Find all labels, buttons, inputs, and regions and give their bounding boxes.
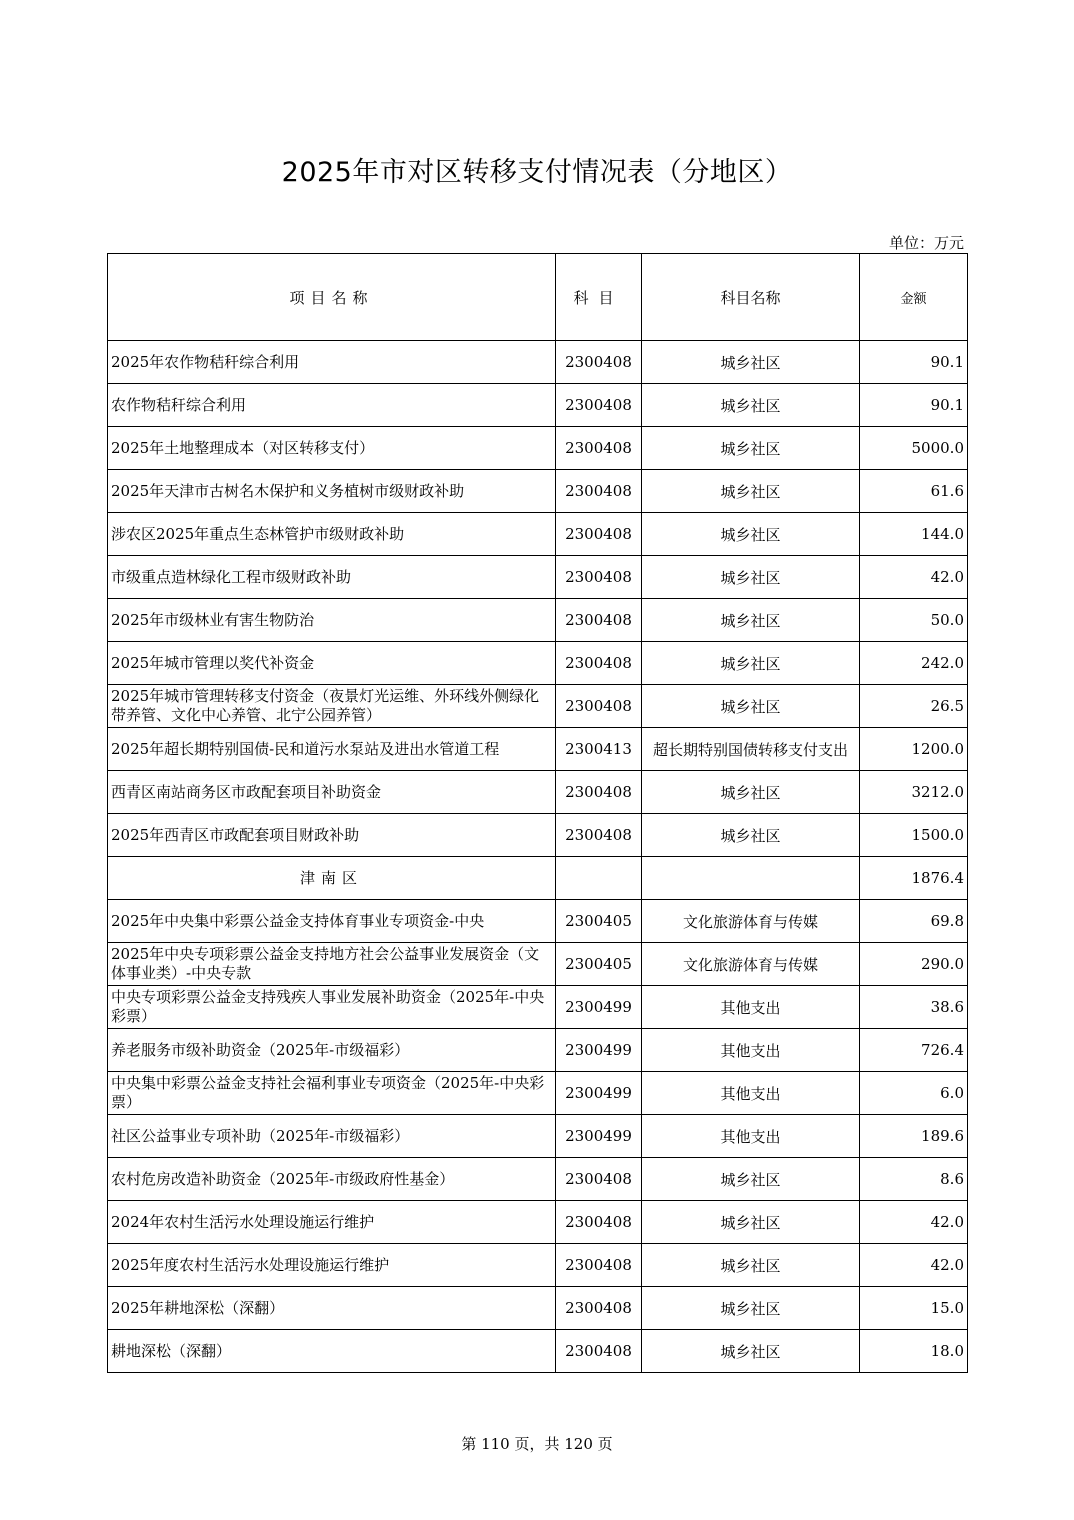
- cell-subject-code: 2300408: [556, 341, 642, 384]
- table-row: [108, 771, 968, 814]
- cell-subject-name: 城乡社区: [642, 814, 860, 857]
- cell-subject-name: 城乡社区: [642, 1158, 860, 1201]
- table-row: [108, 1072, 968, 1115]
- table-row: [108, 943, 968, 986]
- cell-subject-name: 城乡社区: [642, 513, 860, 556]
- cell-subject-name: 文化旅游体育与传媒: [642, 943, 860, 986]
- cell-amount: 290.0: [860, 943, 968, 986]
- cell-subject-code: 2300408: [556, 642, 642, 685]
- table-row: [108, 1201, 968, 1244]
- cell-subject-code: 2300408: [556, 1158, 642, 1201]
- table-row: [108, 1330, 968, 1373]
- cell-project-name: 社区公益事业专项补助（2025年-市级福彩）: [108, 1115, 556, 1158]
- cell-project-name: 中央集中彩票公益金支持社会福利事业专项资金（2025年-中央彩票）: [108, 1072, 556, 1115]
- cell-subject-code: 2300408: [556, 513, 642, 556]
- cell-project-name: 中央专项彩票公益金支持残疾人事业发展补助资金（2025年-中央彩票）: [108, 986, 556, 1029]
- unit-label: 单位：万元: [888, 234, 964, 252]
- cell-amount: 3212.0: [860, 771, 968, 814]
- cell-subject-code: 2300408: [556, 1244, 642, 1287]
- cell-project-name: 2025年西青区市政配套项目财政补助: [108, 814, 556, 857]
- page-footer: 第 110 页，共 120 页: [461, 1435, 613, 1453]
- table-row: [108, 1029, 968, 1072]
- cell-project-name: 农作物秸秆综合利用: [108, 384, 556, 427]
- cell-project-name: 2025年市级林业有害生物防治: [108, 599, 556, 642]
- cell-project-name: 2025年中央专项彩票公益金支持地方社会公益事业发展资金（文体事业类）-中央专款: [108, 943, 556, 986]
- cell-subject-name: 其他支出: [642, 1115, 860, 1158]
- cell-subject-code: 2300499: [556, 1072, 642, 1115]
- table-row: [108, 470, 968, 513]
- cell-project-name: 2025年土地整理成本（对区转移支付）: [108, 427, 556, 470]
- cell-amount: 144.0: [860, 513, 968, 556]
- cell-subject-name: 城乡社区: [642, 1330, 860, 1373]
- table-row: [108, 1158, 968, 1201]
- page-title: 2025年市对区转移支付情况表（分地区）: [281, 157, 793, 188]
- cell-project-name: 2025年耕地深松（深翻）: [108, 1287, 556, 1330]
- cell-project-name: 2025年中央集中彩票公益金支持体育事业专项资金-中央: [108, 900, 556, 943]
- table-row: [108, 900, 968, 943]
- cell-subject-code: 2300408: [556, 599, 642, 642]
- cell-project-name: 津南区: [108, 857, 556, 900]
- transfer-payment-table: [107, 253, 968, 1373]
- table-row: [108, 384, 968, 427]
- cell-project-name: 2025年度农村生活污水处理设施运行维护: [108, 1244, 556, 1287]
- cell-amount: 42.0: [860, 556, 968, 599]
- cell-amount: 38.6: [860, 986, 968, 1029]
- cell-subject-name: 其他支出: [642, 1029, 860, 1072]
- cell-subject-code: 2300408: [556, 556, 642, 599]
- cell-amount: 189.6: [860, 1115, 968, 1158]
- cell-subject-name: 超长期特别国债转移支付支出: [642, 728, 860, 771]
- cell-subject-name: 城乡社区: [642, 642, 860, 685]
- table-row: [108, 427, 968, 470]
- cell-subject-code: 2300408: [556, 1287, 642, 1330]
- cell-project-name: 市级重点造林绿化工程市级财政补助: [108, 556, 556, 599]
- table-row: [108, 599, 968, 642]
- cell-amount: 42.0: [860, 1244, 968, 1287]
- table-row: [108, 1287, 968, 1330]
- cell-amount: 69.8: [860, 900, 968, 943]
- cell-subject-name: 城乡社区: [642, 427, 860, 470]
- cell-subject-code: 2300408: [556, 384, 642, 427]
- cell-amount: 61.6: [860, 470, 968, 513]
- cell-amount: 42.0: [860, 1201, 968, 1244]
- cell-amount: 1200.0: [860, 728, 968, 771]
- cell-project-name: 2025年天津市古树名木保护和义务植树市级财政补助: [108, 470, 556, 513]
- cell-amount: 50.0: [860, 599, 968, 642]
- cell-amount: 18.0: [860, 1330, 968, 1373]
- district-row: [108, 857, 968, 900]
- cell-project-name: 农村危房改造补助资金（2025年-市级政府性基金）: [108, 1158, 556, 1201]
- cell-subject-code: 2300499: [556, 1029, 642, 1072]
- cell-subject-code: 2300408: [556, 685, 642, 728]
- cell-subject-code: 2300408: [556, 814, 642, 857]
- cell-subject-name: 城乡社区: [642, 1287, 860, 1330]
- cell-amount: 242.0: [860, 642, 968, 685]
- cell-amount: 8.6: [860, 1158, 968, 1201]
- table-row: [108, 341, 968, 384]
- cell-subject-code: 2300408: [556, 771, 642, 814]
- cell-subject-code: 2300499: [556, 986, 642, 1029]
- cell-subject-name: 城乡社区: [642, 685, 860, 728]
- cell-subject-code: 2300408: [556, 1201, 642, 1244]
- table-row: [108, 642, 968, 685]
- header-subject-name: 科目名称: [642, 254, 860, 341]
- cell-project-name: 2025年城市管理转移支付资金（夜景灯光运维、外环线外侧绿化带养管、文化中心养管、北宁公园养管）: [108, 685, 556, 728]
- cell-project-name: 2025年超长期特别国债-民和道污水泵站及进出水管道工程: [108, 728, 556, 771]
- table-row: [108, 728, 968, 771]
- table-row: [108, 513, 968, 556]
- table-header-row: [108, 254, 968, 341]
- table-row: [108, 685, 968, 728]
- header-amount: 金额: [860, 254, 968, 341]
- cell-amount: 15.0: [860, 1287, 968, 1330]
- cell-subject-code: 2300408: [556, 1330, 642, 1373]
- cell-project-name: 2024年农村生活污水处理设施运行维护: [108, 1201, 556, 1244]
- cell-subject-name: 城乡社区: [642, 1244, 860, 1287]
- cell-amount: 726.4: [860, 1029, 968, 1072]
- table-row: [108, 1244, 968, 1287]
- cell-project-name: 2025年农作物秸秆综合利用: [108, 341, 556, 384]
- cell-amount: 90.1: [860, 341, 968, 384]
- cell-project-name: 2025年城市管理以奖代补资金: [108, 642, 556, 685]
- cell-subject-code: 2300408: [556, 470, 642, 513]
- cell-subject-name: 其他支出: [642, 1072, 860, 1115]
- cell-project-name: 耕地深松（深翻）: [108, 1330, 556, 1373]
- cell-subject-code: 2300405: [556, 900, 642, 943]
- cell-amount: 26.5: [860, 685, 968, 728]
- cell-subject-name: 城乡社区: [642, 1201, 860, 1244]
- cell-subject-code: [556, 857, 642, 900]
- cell-project-name: 涉农区2025年重点生态林管护市级财政补助: [108, 513, 556, 556]
- table-row: [108, 556, 968, 599]
- cell-amount: 1876.4: [860, 857, 968, 900]
- cell-project-name: 西青区南站商务区市政配套项目补助资金: [108, 771, 556, 814]
- cell-amount: 6.0: [860, 1072, 968, 1115]
- header-project-name: 项目名称: [108, 254, 556, 341]
- cell-subject-code: 2300408: [556, 427, 642, 470]
- cell-subject-name: 文化旅游体育与传媒: [642, 900, 860, 943]
- table-row: [108, 986, 968, 1029]
- cell-amount: 1500.0: [860, 814, 968, 857]
- cell-subject-name: 城乡社区: [642, 556, 860, 599]
- cell-subject-code: 2300413: [556, 728, 642, 771]
- cell-project-name: 养老服务市级补助资金（2025年-市级福彩）: [108, 1029, 556, 1072]
- cell-subject-name: 城乡社区: [642, 470, 860, 513]
- cell-subject-name: 城乡社区: [642, 384, 860, 427]
- cell-subject-name: 城乡社区: [642, 771, 860, 814]
- cell-subject-code: 2300499: [556, 1115, 642, 1158]
- table-row: [108, 1115, 968, 1158]
- cell-amount: 5000.0: [860, 427, 968, 470]
- cell-subject-name: 城乡社区: [642, 341, 860, 384]
- header-subject-code: 科目: [556, 254, 642, 341]
- cell-amount: 90.1: [860, 384, 968, 427]
- cell-subject-name: [642, 857, 860, 900]
- cell-subject-code: 2300405: [556, 943, 642, 986]
- cell-subject-name: 城乡社区: [642, 599, 860, 642]
- cell-subject-name: 其他支出: [642, 986, 860, 1029]
- table-row: [108, 814, 968, 857]
